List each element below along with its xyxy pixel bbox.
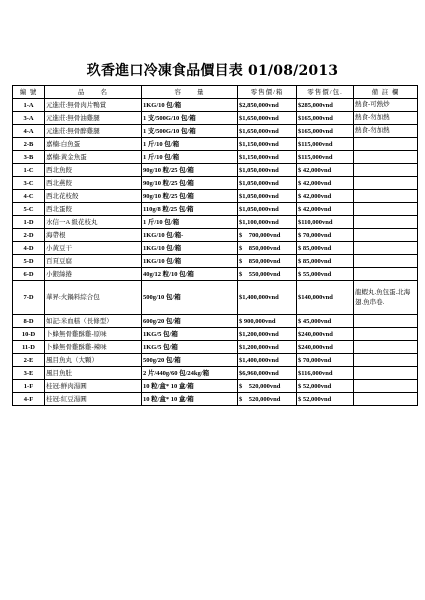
- table-row: [13, 151, 418, 164]
- item-note: 熱食-勿加熱: [354, 125, 418, 138]
- item-spec: 2 片/440g/60 包/24kg/箱: [142, 367, 238, 380]
- item-code: 1-C: [13, 164, 45, 177]
- table-row: [13, 341, 418, 354]
- item-box-price: $1,050,000vnd: [238, 190, 297, 203]
- table-row: [13, 99, 418, 112]
- document-title: 玖香進口冷凍食品價目表 01/08/2013: [86, 63, 339, 79]
- item-box-price: $ 520,000vnd: [238, 393, 297, 406]
- item-note: [354, 393, 418, 406]
- item-code: 2-B: [13, 138, 45, 151]
- item-pack-price: $ 52,000vnd: [297, 380, 354, 393]
- item-spec: 40g/12 粒/10 包/箱: [142, 268, 238, 281]
- item-spec: 1KG/5 包/箱: [142, 328, 238, 341]
- table-row: [13, 268, 418, 281]
- header-name: 品 名: [45, 86, 142, 99]
- item-spec: 1KG/10 包/箱: [142, 99, 238, 112]
- item-name: 桂冠:紅豆湯圓: [45, 393, 142, 406]
- item-pack-price: $165,000vnd: [297, 125, 354, 138]
- item-pack-price: $ 42,000vnd: [297, 190, 354, 203]
- item-spec: 1 斤/10 包/箱: [142, 151, 238, 164]
- item-spec: 1 支/500G/10 包/箱: [142, 112, 238, 125]
- item-note: [354, 341, 418, 354]
- item-spec: 1 斤/10 包/箱: [142, 138, 238, 151]
- item-name: 西北魚餃: [45, 164, 142, 177]
- item-box-price: $1,400,000vnd: [238, 354, 297, 367]
- item-code: 1-F: [13, 380, 45, 393]
- item-spec: 500g/10 包/箱: [142, 281, 238, 315]
- item-name: 嘉楠:黃金魚蛋: [45, 151, 142, 164]
- item-name: 小銀絲捲: [45, 268, 142, 281]
- item-note: 熱食-勿加熱: [354, 112, 418, 125]
- item-note: [354, 190, 418, 203]
- item-code: 2-D: [13, 229, 45, 242]
- item-box-price: $1,050,000vnd: [238, 164, 297, 177]
- item-pack-price: $165,000vnd: [297, 112, 354, 125]
- item-note: [354, 177, 418, 190]
- item-code: 3-B: [13, 151, 45, 164]
- item-name: 西北花枝餃: [45, 190, 142, 203]
- item-box-price: $1,400,000vnd: [238, 281, 297, 315]
- item-note: [354, 354, 418, 367]
- table-row: [13, 367, 418, 380]
- item-box-price: $1,650,000vnd: [238, 112, 297, 125]
- item-code: 8-D: [13, 315, 45, 328]
- item-name: 元進莊:無骨油雞腿: [45, 112, 142, 125]
- table-row: [13, 229, 418, 242]
- table-row: [13, 328, 418, 341]
- item-pack-price: $ 55,000vnd: [297, 268, 354, 281]
- item-pack-price: $ 70,000vnd: [297, 229, 354, 242]
- item-spec: 1 斤/10 包/箱: [142, 216, 238, 229]
- item-spec: 90g/10 粒/25 包/箱: [142, 164, 238, 177]
- item-note: [354, 268, 418, 281]
- item-spec: 110g/8 粒/25 包/箱: [142, 203, 238, 216]
- item-code: 2-E: [13, 354, 45, 367]
- item-code: 7-D: [13, 281, 45, 315]
- item-name: 桂冠:鮮肉湯圓: [45, 380, 142, 393]
- item-box-price: $ 850,000vnd: [238, 242, 297, 255]
- item-box-price: $1,150,000vnd: [238, 138, 297, 151]
- item-name: 卜蜂無骨雞酥雞-辣味: [45, 341, 142, 354]
- table-row: [13, 138, 418, 151]
- item-pack-price: $115,000vnd: [297, 151, 354, 164]
- item-spec: 1KG/10 包/箱: [142, 255, 238, 268]
- item-spec: 90g/10 粒/25 包/箱: [142, 177, 238, 190]
- item-code: 4-C: [13, 190, 45, 203]
- table-row: [13, 242, 418, 255]
- item-pack-price: $ 42,000vnd: [297, 177, 354, 190]
- item-note: [354, 242, 418, 255]
- item-name: 卜蜂無骨雞酥雞-原味: [45, 328, 142, 341]
- item-code: 3-E: [13, 367, 45, 380]
- item-pack-price: $ 70,000vnd: [297, 354, 354, 367]
- item-spec: 90g/10 粒/25 包/箱: [142, 190, 238, 203]
- item-code: 1-A: [13, 99, 45, 112]
- item-code: 5-D: [13, 255, 45, 268]
- item-note: [354, 216, 418, 229]
- item-note: [354, 315, 418, 328]
- item-pack-price: $ 85,000vnd: [297, 255, 354, 268]
- item-spec: 600g/20 包/箱: [142, 315, 238, 328]
- table-row: [13, 393, 418, 406]
- item-spec: 1KG/5 包/箱: [142, 341, 238, 354]
- item-note: 熱食-可熱炒: [354, 99, 418, 112]
- table-row: [13, 380, 418, 393]
- item-code: 3-A: [13, 112, 45, 125]
- item-code: 6-D: [13, 268, 45, 281]
- item-name: 元進莊:無骨醉雞腿: [45, 125, 142, 138]
- header-pack-price: 零售價/包.: [297, 86, 354, 99]
- item-box-price: $1,200,000vnd: [238, 341, 297, 354]
- item-name: 海帶根: [45, 229, 142, 242]
- table-body: [13, 99, 418, 406]
- header-row: [13, 86, 418, 99]
- item-code: 1-D: [13, 216, 45, 229]
- item-box-price: $1,100,000vnd: [238, 216, 297, 229]
- item-note: [354, 367, 418, 380]
- price-table: [12, 85, 418, 406]
- item-note: [354, 380, 418, 393]
- item-pack-price: $240,000vnd: [297, 341, 354, 354]
- item-name: 如記:米血糕（長條型）: [45, 315, 142, 328]
- item-code: 4-F: [13, 393, 45, 406]
- header-spec: 容 量: [142, 86, 238, 99]
- item-name: 華昇:火鍋料綜合包: [45, 281, 142, 315]
- item-pack-price: $ 42,000vnd: [297, 203, 354, 216]
- item-box-price: $ 700,000vnd: [238, 229, 297, 242]
- table-row: [13, 164, 418, 177]
- item-name: 嘉楠:白魚蛋: [45, 138, 142, 151]
- table-row: [13, 203, 418, 216]
- item-pack-price: $240,000vnd: [297, 328, 354, 341]
- item-note: [354, 151, 418, 164]
- item-pack-price: $ 85,000vnd: [297, 242, 354, 255]
- item-spec: 500g/20 包/箱: [142, 354, 238, 367]
- item-note: [354, 328, 418, 341]
- table-row: [13, 177, 418, 190]
- item-note: 龍蝦丸.魚包蛋.北海翅.魚串卷.: [354, 281, 418, 315]
- item-code: 4-D: [13, 242, 45, 255]
- item-code: 4-A: [13, 125, 45, 138]
- table-row: [13, 190, 418, 203]
- table-row: [13, 354, 418, 367]
- item-note: [354, 164, 418, 177]
- item-box-price: $2,850,000vnd: [238, 99, 297, 112]
- item-note: [354, 203, 418, 216]
- table-row: [13, 281, 418, 315]
- item-name: 風目魚肚: [45, 367, 142, 380]
- item-code: 3-C: [13, 177, 45, 190]
- item-spec: 10 粒/盒* 10 盒/箱: [142, 380, 238, 393]
- item-pack-price: $ 42,000vnd: [297, 164, 354, 177]
- item-box-price: $ 520,000vnd: [238, 380, 297, 393]
- item-name: 元進莊:無骨肉片鴨賞: [45, 99, 142, 112]
- item-name: 西北蛋餃: [45, 203, 142, 216]
- item-code: 10-D: [13, 328, 45, 341]
- item-spec: 1KG/10 包/箱-: [142, 229, 238, 242]
- item-code: 5-C: [13, 203, 45, 216]
- item-spec: 10 粒/盒* 10 盒/箱: [142, 393, 238, 406]
- item-box-price: $1,150,000vnd: [238, 151, 297, 164]
- table-row: [13, 315, 418, 328]
- item-box-price: $ 850,000vnd: [238, 255, 297, 268]
- item-pack-price: $ 45,000vnd: [297, 315, 354, 328]
- header-note: 備 註 欄: [354, 86, 418, 99]
- table-row: [13, 112, 418, 125]
- item-box-price: $1,050,000vnd: [238, 177, 297, 190]
- table-row: [13, 125, 418, 138]
- item-pack-price: $ 52,000vnd: [297, 393, 354, 406]
- item-box-price: $ 900,000vnd: [238, 315, 297, 328]
- header-box-price: 零售價/箱: [238, 86, 297, 99]
- item-name: 水信一A 級花枝丸: [45, 216, 142, 229]
- item-box-price: $ 550,000vnd: [238, 268, 297, 281]
- item-pack-price: $285,000vnd: [297, 99, 354, 112]
- item-code: 11-D: [13, 341, 45, 354]
- table-row: [13, 255, 418, 268]
- item-pack-price: $140,000vnd: [297, 281, 354, 315]
- item-name: 百頁豆腐: [45, 255, 142, 268]
- item-name: 風目魚丸（大顆）: [45, 354, 142, 367]
- item-note: [354, 229, 418, 242]
- header-code: 編 號: [13, 86, 45, 99]
- item-box-price: $6,960,000vnd: [238, 367, 297, 380]
- item-box-price: $1,200,000vnd: [238, 328, 297, 341]
- item-name: 西北燕餃: [45, 177, 142, 190]
- item-spec: 1KG/10 包/箱: [142, 242, 238, 255]
- item-box-price: $1,650,000vnd: [238, 125, 297, 138]
- item-pack-price: $110,000vnd: [297, 216, 354, 229]
- item-pack-price: $115,000vnd: [297, 138, 354, 151]
- table-row: [13, 216, 418, 229]
- item-box-price: $1,050,000vnd: [238, 203, 297, 216]
- item-name: 小黃豆干: [45, 242, 142, 255]
- item-pack-price: $116,000vnd: [297, 367, 354, 380]
- item-note: [354, 138, 418, 151]
- item-note: [354, 255, 418, 268]
- item-spec: 1 支/500G/10 包/箱: [142, 125, 238, 138]
